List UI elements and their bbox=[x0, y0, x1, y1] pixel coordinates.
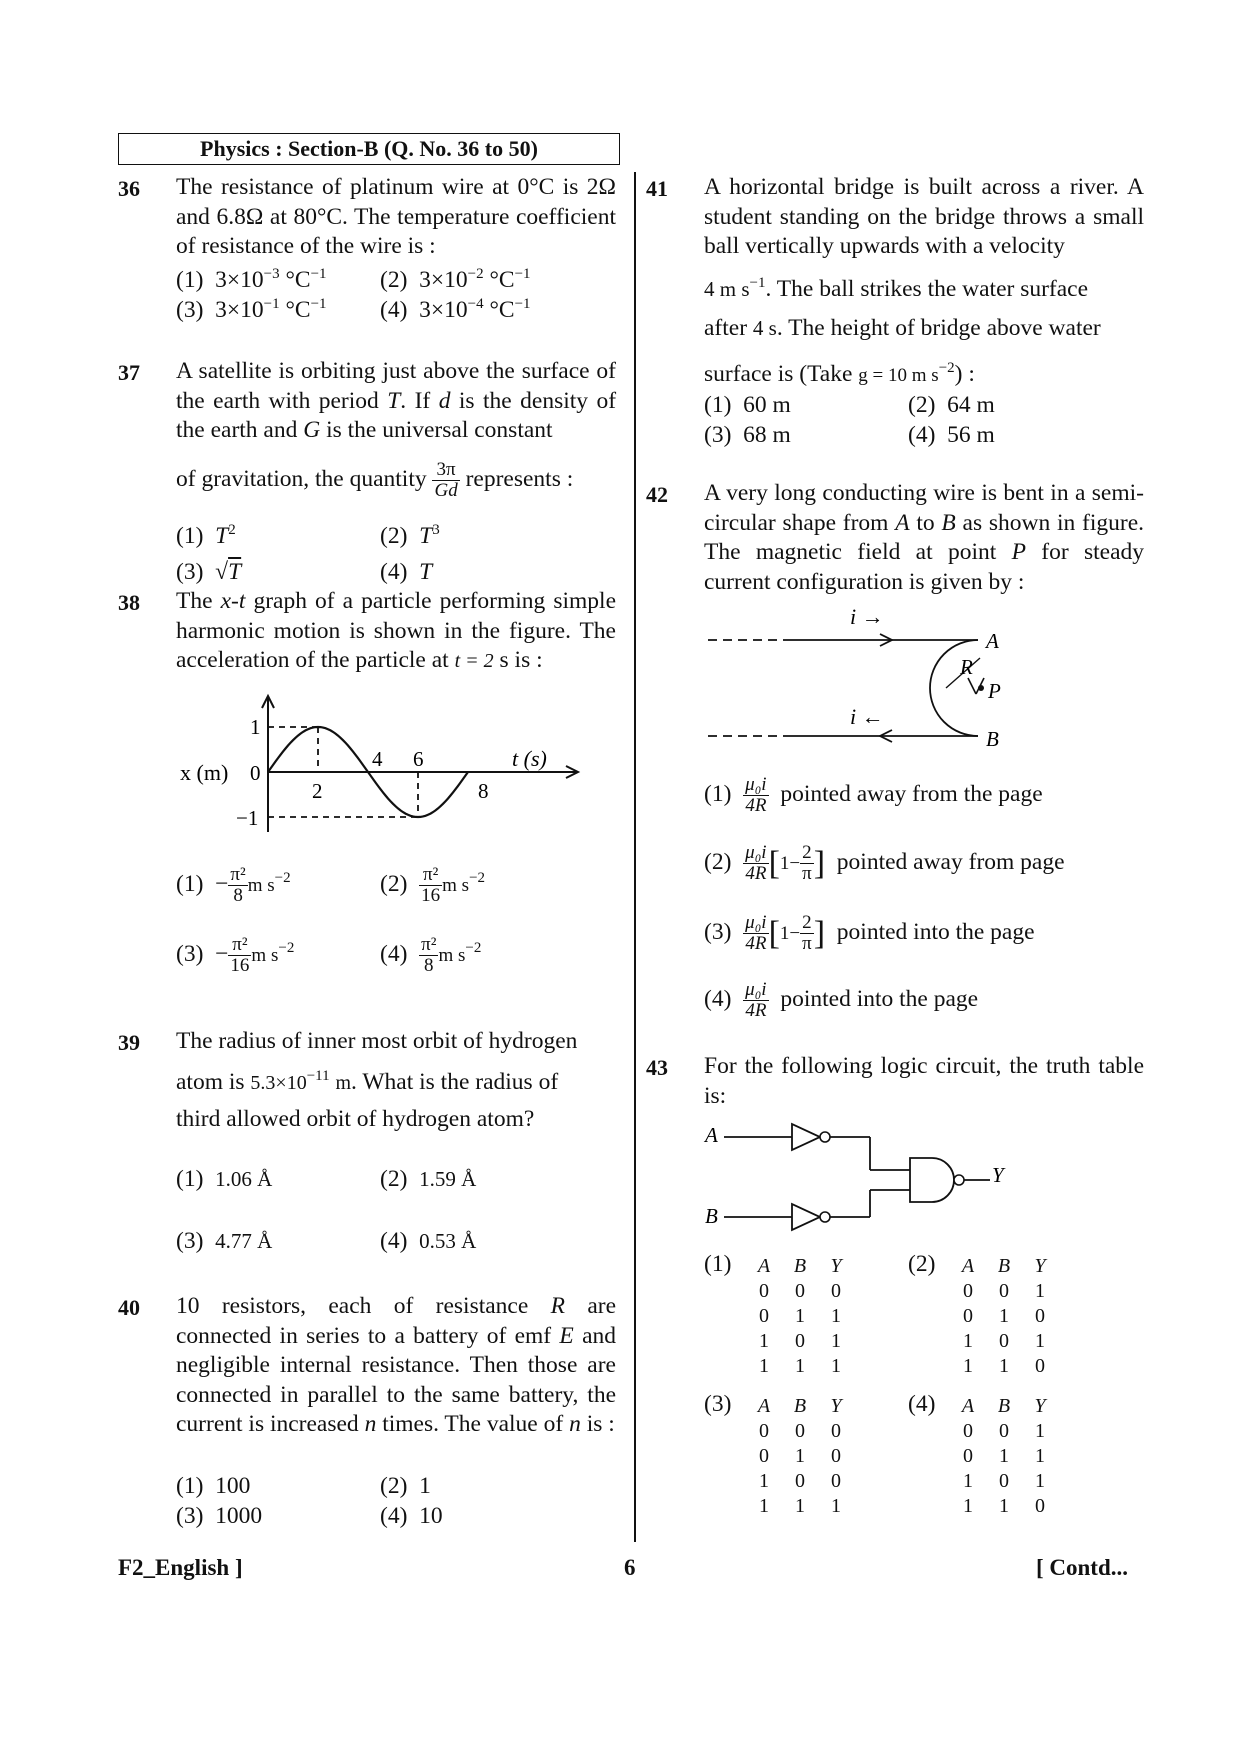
truth-table-cell: 1 bbox=[759, 1330, 769, 1352]
truth-table-row bbox=[954, 1304, 1062, 1329]
truth-table-cell: 1 bbox=[963, 1470, 973, 1492]
tick-y-1: 1 bbox=[250, 715, 261, 739]
truth-table-cell: 1 bbox=[963, 1355, 973, 1377]
truth-table-row bbox=[954, 1494, 1062, 1519]
label-p: P bbox=[988, 679, 1001, 703]
truth-table-cell: 1 bbox=[1035, 1470, 1045, 1492]
input-a-label: A bbox=[705, 1123, 718, 1147]
truth-table-row bbox=[954, 1444, 1062, 1469]
truth-table-cell: 1 bbox=[963, 1495, 973, 1517]
truth-table-cell: 1 bbox=[759, 1355, 769, 1377]
q41-option-4: (4) 56 m bbox=[908, 422, 995, 448]
q41-option-1: (1) 60 m bbox=[704, 392, 791, 418]
truth-table-header bbox=[750, 1254, 858, 1279]
truth-table-cell: 0 bbox=[831, 1420, 841, 1442]
truth-table-header-cell: Y bbox=[830, 1395, 842, 1417]
not-bubble-b bbox=[820, 1212, 830, 1222]
truth-table-row bbox=[750, 1354, 858, 1379]
truth-table-cell: 1 bbox=[795, 1445, 805, 1467]
q36-number: 36 bbox=[118, 176, 140, 201]
q41-text-line2: 4 m $s^{-1}$. The ball strikes the water surface bbox=[704, 275, 1089, 302]
q42-wire-figure bbox=[700, 598, 1020, 748]
q39-text-line3: third allowed orbit of hydrogen atom? bbox=[176, 1106, 535, 1132]
tick-y-0: 0 bbox=[250, 761, 261, 785]
section-header: Physics : Section-B (Q. No. 36 to 50) bbox=[118, 133, 620, 165]
truth-table-cell: 0 bbox=[795, 1280, 805, 1302]
q39-number: 39 bbox=[118, 1030, 140, 1055]
q38-option-3: (3) − $\frac{\text{π²}}{16}$ m $s^{-2}$ bbox=[176, 934, 295, 976]
truth-table-row bbox=[954, 1469, 1062, 1494]
q40-option-4: (4) 10 bbox=[380, 1503, 443, 1529]
truth-table-row bbox=[750, 1494, 858, 1519]
truth-table-row bbox=[750, 1304, 858, 1329]
truth-table-cell: 0 bbox=[963, 1280, 973, 1302]
q40-option-2: (2) 1 bbox=[380, 1473, 431, 1499]
truth-table-header-cell: B bbox=[793, 1255, 807, 1277]
truth-table-header bbox=[750, 1394, 858, 1419]
q42-number: 42 bbox=[646, 482, 668, 507]
truth-table-cell: 0 bbox=[999, 1420, 1009, 1442]
q39-option-2: (2) 1.59 Å bbox=[380, 1166, 477, 1192]
truth-table-cell: 0 bbox=[759, 1280, 769, 1302]
graph-y-label: x (m) bbox=[180, 760, 229, 785]
truth-table-row bbox=[954, 1354, 1062, 1379]
truth-table-row bbox=[750, 1444, 858, 1469]
truth-table-cell: 0 bbox=[759, 1305, 769, 1327]
q42-option-3: (3) $\frac{\text{μ₀i}}{4R}$ [1− $\frac{2}{\pi}$ ] pointed into the page bbox=[704, 912, 1035, 954]
q42-option-1: (1) $\frac{\text{μ₀i}}{4R}$ pointed away from the page bbox=[704, 774, 1043, 816]
q39-text-line1: The radius of inner most orbit of hydrogen bbox=[176, 1028, 578, 1054]
q38-xt-graph bbox=[170, 690, 590, 840]
q40-option-1: (1) 100 bbox=[176, 1473, 251, 1499]
truth-table-cell: 1 bbox=[831, 1330, 841, 1352]
q39-option-4: (4) 0.53 Å bbox=[380, 1228, 477, 1254]
label-i-top: i → bbox=[850, 604, 884, 629]
q37-fraction: $\frac{3\pi}{Gd}$ bbox=[434, 459, 458, 501]
q41-number: 41 bbox=[646, 176, 668, 201]
truth-table-header-cell: A bbox=[757, 1395, 771, 1417]
tick-t-4: 4 bbox=[372, 747, 383, 771]
truth-table-row bbox=[954, 1279, 1062, 1304]
q36-option-3: (3) $3\times 10^{-1}$ $^\circ C^{-1}$ bbox=[176, 296, 327, 323]
label-i-bottom: i ← bbox=[850, 704, 884, 729]
footer-right: [ Contd... bbox=[1036, 1555, 1129, 1580]
truth-table-cell: 0 bbox=[999, 1280, 1009, 1302]
truth-table-cell: 1 bbox=[831, 1495, 841, 1517]
truth-table-header-cell: Y bbox=[1034, 1255, 1046, 1277]
q43-truth-table-3 bbox=[750, 1394, 858, 1519]
truth-table-row bbox=[750, 1279, 858, 1304]
truth-table-cell: 1 bbox=[795, 1305, 805, 1327]
truth-table-cell: 1 bbox=[831, 1305, 841, 1327]
truth-table-header-cell: A bbox=[961, 1395, 975, 1417]
nand-gate bbox=[910, 1158, 954, 1202]
not-gate-b bbox=[792, 1204, 820, 1230]
q43-option-3-label: (3) bbox=[704, 1391, 732, 1417]
q36-text: The resistance of platinum wire at 0°C is 2Ω and 6.8Ω at 80°C. The temperature coefficient of resistance of the wire is : bbox=[176, 174, 616, 259]
truth-table-cell: 0 bbox=[963, 1445, 973, 1467]
truth-table-cell: 1 bbox=[1035, 1420, 1045, 1442]
q37-option-1: (1) $T^2$ bbox=[176, 522, 236, 549]
q43-option-1-label: (1) bbox=[704, 1251, 732, 1277]
truth-table-cell: 1 bbox=[999, 1355, 1009, 1377]
truth-table-cell: 1 bbox=[795, 1355, 805, 1377]
truth-table-header-cell: B bbox=[997, 1255, 1011, 1277]
tick-t-2: 2 bbox=[312, 779, 323, 803]
truth-table-header-cell: B bbox=[997, 1395, 1011, 1417]
q38-number: 38 bbox=[118, 590, 140, 615]
truth-table-cell: 1 bbox=[795, 1495, 805, 1517]
truth-table-cell: 0 bbox=[963, 1420, 973, 1442]
truth-table-cell: 1 bbox=[759, 1495, 769, 1517]
label-b: B bbox=[986, 727, 999, 748]
q37-number: 37 bbox=[118, 360, 140, 385]
q40-number: 40 bbox=[118, 1295, 140, 1320]
truth-table-row bbox=[954, 1419, 1062, 1444]
arc-arrow-a bbox=[968, 678, 976, 694]
q43-option-2-label: (2) bbox=[908, 1251, 936, 1277]
label-a: A bbox=[986, 629, 999, 653]
q39-option-1: (1) 1.06 Å bbox=[176, 1166, 273, 1192]
truth-table-cell: 1 bbox=[831, 1355, 841, 1377]
truth-table-cell: 0 bbox=[831, 1470, 841, 1492]
q43-option-4-label: (4) bbox=[908, 1391, 936, 1417]
q41-text-line4: surface is (Take g = 10 m $s^{-2}$) : bbox=[704, 360, 975, 387]
truth-table-cell: 0 bbox=[999, 1470, 1009, 1492]
q43-truth-table-2 bbox=[954, 1254, 1062, 1379]
truth-table-header-cell: A bbox=[961, 1255, 975, 1277]
tick-t-6: 6 bbox=[413, 747, 424, 771]
q41-option-3: (3) 68 m bbox=[704, 422, 791, 448]
truth-table-cell: 0 bbox=[795, 1470, 805, 1492]
graph-x-label: t (s) bbox=[512, 746, 547, 771]
truth-table-header bbox=[954, 1394, 1062, 1419]
truth-table-cell: 0 bbox=[1035, 1495, 1045, 1517]
q37-text-line2: of gravitation, the quantity $\frac{3\pi}{Gd}$ represents : bbox=[176, 459, 574, 501]
q42-option-2: (2) $\frac{\text{μ₀i}}{4R}$ [1− $\frac{2}{\pi}$ ] pointed away from page bbox=[704, 842, 1065, 884]
truth-table-cell: 0 bbox=[1035, 1305, 1045, 1327]
truth-table-cell: 0 bbox=[1035, 1355, 1045, 1377]
truth-table-cell: 1 bbox=[963, 1330, 973, 1352]
q38-option-4: (4) $\frac{\text{π²}}{8}$ m $s^{-2}$ bbox=[380, 934, 482, 976]
truth-table-cell: 0 bbox=[963, 1305, 973, 1327]
input-b-label: B bbox=[705, 1204, 718, 1228]
truth-table-row bbox=[954, 1329, 1062, 1354]
tick-y-neg1: −1 bbox=[236, 806, 259, 830]
truth-table-cell: 0 bbox=[759, 1445, 769, 1467]
q40-text: 10 resistors, each of resistance R are connected in series to a battery of emf E and negligible internal resistance. Then those are connected in parallel to the same battery, the current is increased n times. The value of n is : bbox=[176, 1293, 617, 1437]
q39-text-line2: atom is $5.3\times 10^{-11}$ m. What is the radius of bbox=[176, 1068, 559, 1095]
output-y-label: Y bbox=[992, 1163, 1004, 1187]
page-number: 6 bbox=[624, 1555, 636, 1580]
q41-text: A horizontal bridge is built across a river. A student standing on the bridge throws a small ball vertically upwards with a velocity bbox=[704, 174, 1144, 259]
truth-table-cell: 1 bbox=[1035, 1445, 1045, 1467]
q41-option-2: (2) 64 m bbox=[908, 392, 995, 418]
truth-table-row bbox=[750, 1419, 858, 1444]
truth-table-cell: 1 bbox=[1035, 1280, 1045, 1302]
q37-option-4: (4) T bbox=[380, 559, 433, 585]
truth-table-cell: 1 bbox=[759, 1470, 769, 1492]
nand-bubble bbox=[954, 1175, 964, 1185]
q43-truth-table-1 bbox=[750, 1254, 858, 1379]
truth-table-cell: 0 bbox=[999, 1330, 1009, 1352]
truth-table-row bbox=[750, 1329, 858, 1354]
label-r: R bbox=[960, 655, 973, 679]
q36-option-4: (4) $3\times 10^{-4}$ $^\circ C^{-1}$ bbox=[380, 296, 531, 323]
q38-option-1: (1) − $\frac{\text{π²}}{8}$ m $s^{-2}$ bbox=[176, 864, 291, 906]
q38-text: The x-t graph of a particle performing simple harmonic motion is shown in the figure. The acceleration of the particle at t = 2 s is : bbox=[176, 588, 616, 673]
q43-logic-circuit bbox=[700, 1120, 1020, 1240]
column-divider bbox=[634, 172, 636, 1542]
q43-truth-table-4 bbox=[954, 1394, 1062, 1519]
q40-option-3: (3) 1000 bbox=[176, 1503, 263, 1529]
footer-left: F2_English ] bbox=[118, 1555, 243, 1580]
truth-table-header-cell: B bbox=[793, 1395, 807, 1417]
truth-table-row bbox=[750, 1469, 858, 1494]
not-bubble-a bbox=[820, 1132, 830, 1142]
q36-option-2: (2) $3\times 10^{-2}$ $^\circ C^{-1}$ bbox=[380, 266, 531, 293]
truth-table-cell: 0 bbox=[831, 1280, 841, 1302]
not-gate-a bbox=[792, 1124, 820, 1150]
tick-t-8: 8 bbox=[478, 779, 489, 803]
truth-table-cell: 1 bbox=[999, 1445, 1009, 1467]
q41-text-line3: after 4 s. The height of bridge above water bbox=[704, 315, 1101, 341]
truth-table-cell: 0 bbox=[795, 1420, 805, 1442]
q37-option-3: (3) √T bbox=[176, 559, 242, 585]
truth-table-header bbox=[954, 1254, 1062, 1279]
q36-option-1: (1) $3\times 10^{-3}$ $^\circ C^{-1}$ bbox=[176, 266, 327, 293]
q43-text: For the following logic circuit, the truth table is: bbox=[704, 1053, 1144, 1109]
q37-text: A satellite is orbiting just above the surface of the earth with period T. If d is the density of the earth and G is the universal constant bbox=[176, 358, 617, 443]
truth-table-cell: 0 bbox=[795, 1330, 805, 1352]
truth-table-cell: 0 bbox=[759, 1420, 769, 1442]
truth-table-header-cell: Y bbox=[830, 1255, 842, 1277]
point-p bbox=[978, 685, 984, 691]
q43-number: 43 bbox=[646, 1055, 668, 1080]
q37-option-2: (2) $T^3$ bbox=[380, 522, 440, 549]
truth-table-header-cell: Y bbox=[1034, 1395, 1046, 1417]
truth-table-cell: 1 bbox=[1035, 1330, 1045, 1352]
q42-option-4: (4) $\frac{\text{μ₀i}}{4R}$ pointed into the page bbox=[704, 979, 979, 1021]
q39-option-3: (3) 4.77 Å bbox=[176, 1228, 273, 1254]
q42-text: A very long conducting wire is bent in a semi-circular shape from A to B as shown in figure. The magnetic field at point P for steady current configuration is given by : bbox=[704, 480, 1145, 595]
truth-table-cell: 1 bbox=[999, 1495, 1009, 1517]
truth-table-cell: 1 bbox=[999, 1305, 1009, 1327]
truth-table-header-cell: A bbox=[757, 1255, 771, 1277]
q38-option-2: (2) $\frac{\text{π²}}{16}$ m $s^{-2}$ bbox=[380, 864, 486, 906]
truth-table-cell: 0 bbox=[831, 1445, 841, 1467]
